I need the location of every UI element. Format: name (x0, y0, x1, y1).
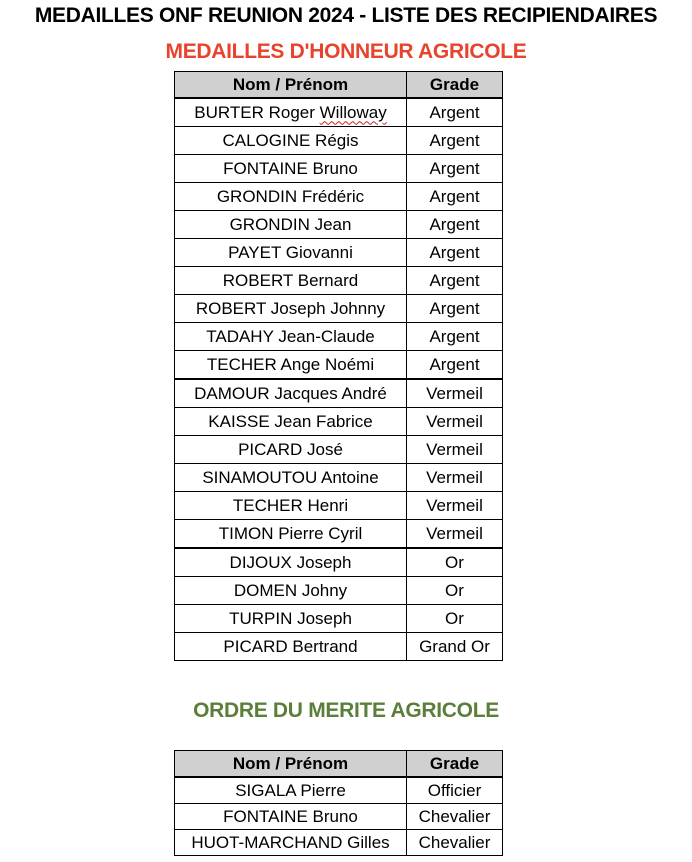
table-row (175, 520, 503, 549)
recipient-name: FONTAINE Bruno (175, 804, 407, 830)
recipient-grade: Vermeil (407, 436, 503, 464)
header-grade: Grade (407, 72, 503, 99)
recipient-grade: Argent (407, 127, 503, 155)
table-row (175, 183, 503, 211)
header-name: Nom / Prénom (175, 72, 407, 99)
section-title-merite: ORDRE DU MERITE AGRICOLE (193, 699, 499, 722)
recipient-grade: Argent (407, 295, 503, 323)
recipient-grade: Chevalier (407, 804, 503, 830)
recipient-name: DOMEN Johny (175, 577, 407, 605)
recipient-name: SINAMOUTOU Antoine (175, 464, 407, 492)
section-title-honneur: MEDAILLES D'HONNEUR AGRICOLE (165, 40, 527, 63)
recipient-grade: Argent (407, 239, 503, 267)
table-row (175, 408, 503, 436)
header-grade: Grade (407, 751, 503, 778)
table-ordre-merite (174, 750, 503, 856)
table-header-row (175, 751, 503, 778)
recipient-name: ROBERT Bernard (175, 267, 407, 295)
recipient-grade: Grand Or (407, 633, 503, 661)
recipient-name (175, 98, 407, 127)
table-row (175, 804, 503, 830)
header-name: Nom / Prénom (175, 751, 407, 778)
recipient-name: SIGALA Pierre (175, 777, 407, 804)
table-row (175, 577, 503, 605)
table-row (175, 155, 503, 183)
recipient-grade: Vermeil (407, 492, 503, 520)
recipient-grade: Vermeil (407, 408, 503, 436)
recipient-grade: Argent (407, 98, 503, 127)
recipient-name: TURPIN Joseph (175, 605, 407, 633)
table-medailles-honneur (174, 71, 503, 661)
recipient-name: DAMOUR Jacques André (175, 379, 407, 408)
recipient-grade: Argent (407, 323, 503, 351)
recipient-grade: Argent (407, 267, 503, 295)
recipient-name: PAYET Giovanni (175, 239, 407, 267)
table-row (175, 127, 503, 155)
recipient-grade: Chevalier (407, 830, 503, 856)
recipient-name: TECHER Ange Noémi (175, 351, 407, 380)
recipient-name: PICARD Bertrand (175, 633, 407, 661)
table-row (175, 633, 503, 661)
recipient-grade: Or (407, 577, 503, 605)
table-row (175, 777, 503, 804)
table-row (175, 548, 503, 577)
table-header-row (175, 72, 503, 99)
recipient-grade: Argent (407, 351, 503, 380)
recipient-grade: Argent (407, 183, 503, 211)
recipient-grade: Or (407, 548, 503, 577)
page-title: MEDAILLES ONF REUNION 2024 - LISTE DES RECIPIENDAIRES (34, 4, 658, 27)
table-row (175, 351, 503, 380)
recipient-name: KAISSE Jean Fabrice (175, 408, 407, 436)
table-row (175, 323, 503, 351)
table-row (175, 464, 503, 492)
recipient-name: CALOGINE Régis (175, 127, 407, 155)
recipient-grade: Vermeil (407, 464, 503, 492)
recipient-name: ROBERT Joseph Johnny (175, 295, 407, 323)
recipient-name: GRONDIN Jean (175, 211, 407, 239)
recipient-name: TECHER Henri (175, 492, 407, 520)
table-row (175, 295, 503, 323)
recipient-grade: Vermeil (407, 379, 503, 408)
recipient-name: DIJOUX Joseph (175, 548, 407, 577)
table-row (175, 830, 503, 856)
recipient-grade: Or (407, 605, 503, 633)
recipient-grade: Argent (407, 211, 503, 239)
table-row (175, 379, 503, 408)
recipient-name-text: BURTER Roger (194, 102, 320, 122)
table-row (175, 211, 503, 239)
recipient-grade: Vermeil (407, 520, 503, 549)
recipient-name: TIMON Pierre Cyril (175, 520, 407, 549)
recipient-name: TADAHY Jean-Claude (175, 323, 407, 351)
spellcheck-flagged-word: Willoway (319, 102, 387, 122)
recipient-name: HUOT-MARCHAND Gilles (175, 830, 407, 856)
table-row (175, 98, 503, 127)
recipient-grade: Officier (407, 777, 503, 804)
recipient-name: PICARD José (175, 436, 407, 464)
table-row (175, 436, 503, 464)
table-row (175, 605, 503, 633)
table-row (175, 239, 503, 267)
table-row (175, 267, 503, 295)
recipient-name: GRONDIN Frédéric (175, 183, 407, 211)
recipient-grade: Argent (407, 155, 503, 183)
table-row (175, 492, 503, 520)
recipient-name: FONTAINE Bruno (175, 155, 407, 183)
